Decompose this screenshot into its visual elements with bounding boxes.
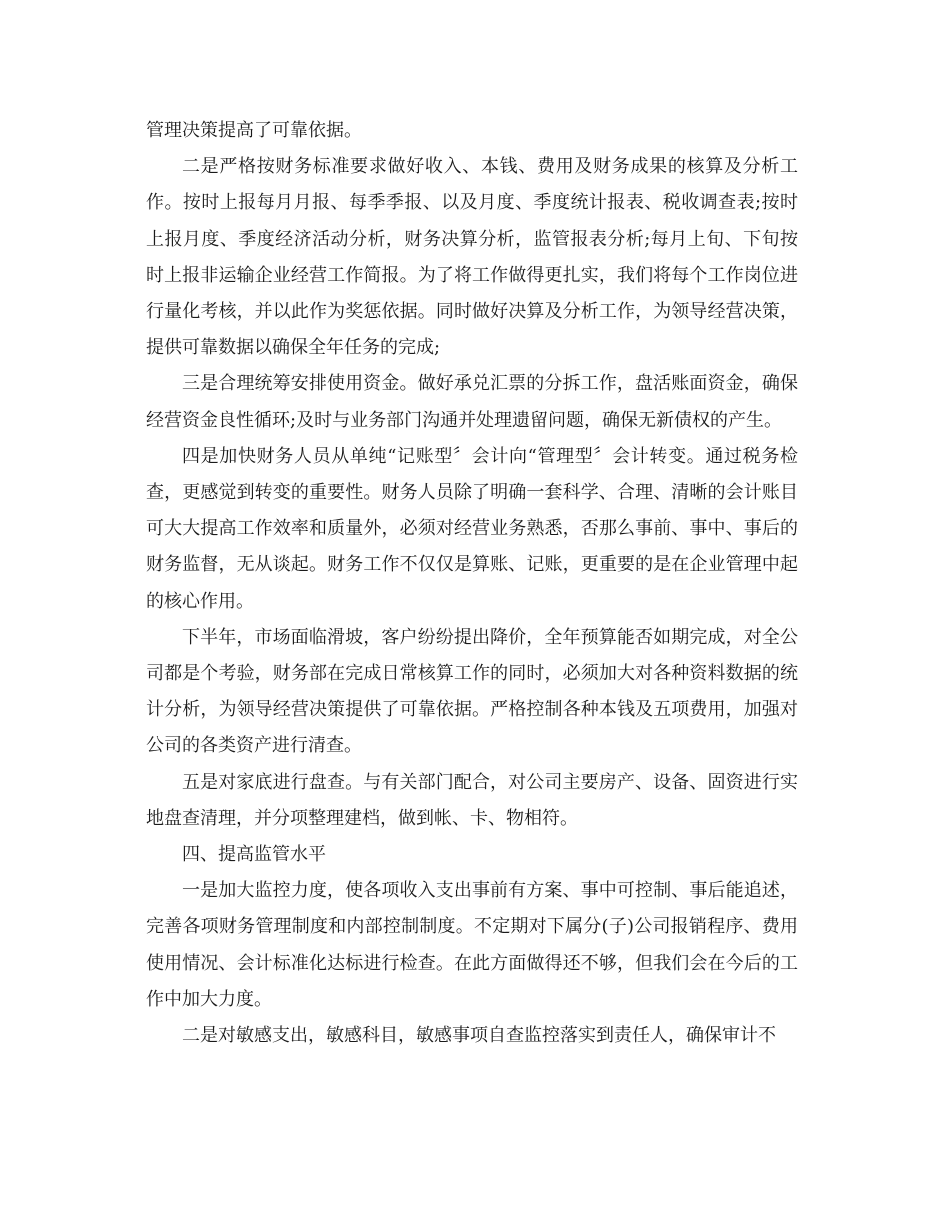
paragraph-sensitive-expenses: 二是对敏感支出，敏感科目，敏感事项自查监控落实到责任人，确保审计不 bbox=[182, 1025, 776, 1047]
paragraph-monitoring-strength: 一是加大监控力度，使各项收入支出事前有方案、事中可控制、事后能追述，完善各项财务管理制度和内部控制制度。不定期对下属分(子)公司报销程序、费用使用情况、会计标准化达标进行检查。在此方面做得还不够，但我们会在今后的工作中加大力度。 bbox=[146, 880, 798, 1010]
paragraph-continuation: 管理决策提高了可靠依据。 bbox=[146, 120, 362, 141]
paragraph-accounting-analysis: 二是严格按财务标准要求做好收入、本钱、费用及财务成果的核算及分析工作。按时上报每月月报、每季季报、以及月度、季度统计报表、税收调查表;按时上报月度、季度经济活动分析，财务决算分析，监管报表分析;每月上旬、下旬按时上报非运输企业经营工作简报。为了将工作做得更扎实，我们将每个工作岗位进行量化考核，并以此作为奖惩依据。同时做好决算及分析工作，为领导经营决策，提供可靠数据以确保全年任务的完成; bbox=[146, 156, 798, 359]
paragraph-staff-transformation: 四是加快财务人员从单纯“记账型〞会计向“管理型〞会计转变。通过税务检查，更感觉到转变的重要性。财务人员除了明确一套科学、合理、清晰的会计账目可大大提高工作效率和质量外，必须对经营业务熟悉，否那么事前、事中、事后的财务监督，无从谈起。财务工作不仅仅是算账、记账，更重要的是在企业管理中起的核心作用。 bbox=[146, 445, 798, 612]
paragraph-second-half-year: 下半年，市场面临滑坡，客户纷纷提出降价，全年预算能否如期完成，对全公司都是个考验，财务部在完成日常核算工作的同时，必须加大对各种资料数据的统计分析，为领导经营决策提供了可靠依据。严格控制各种本钱及五项费用，加强对公司的各类资产进行清查。 bbox=[146, 626, 798, 757]
document-body bbox=[146, 113, 798, 1054]
section-heading-supervision: 四、提高监管水平 bbox=[182, 844, 326, 866]
paragraph-fund-management: 三是合理统筹安排使用资金。做好承兑汇票的分拆工作，盘活账面资金，确保经营资金良性循环;及时与业务部门沟通并处理遗留问题，确保无新债权的产生。 bbox=[146, 373, 798, 431]
paragraph-asset-inventory: 五是对家底进行盘查。与有关部门配合，对公司主要房产、设备、固资进行实地盘查清理，并分项整理建档，做到帐、卡、物相符。 bbox=[146, 771, 798, 829]
